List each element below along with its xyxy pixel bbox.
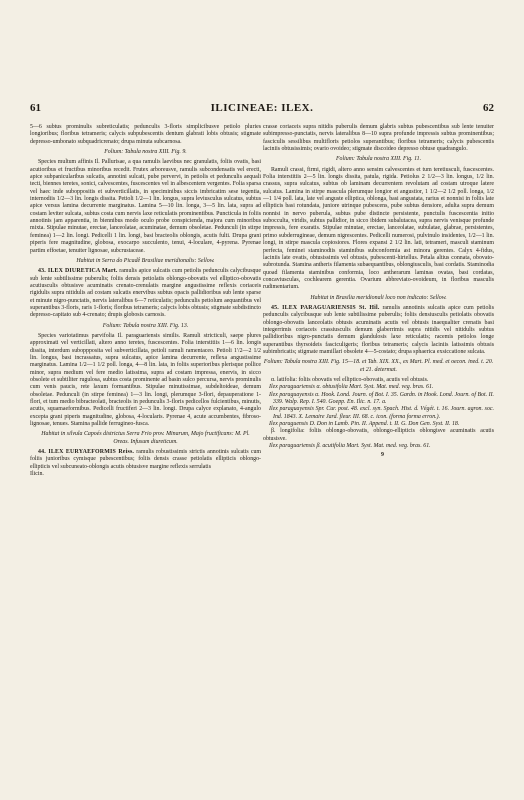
species-heading: 44. ILEX EURYAEFORMIS Reiss.	[38, 449, 135, 456]
species-heading: 45. ILEX PARAGUARIENSIS St. Hil.	[271, 304, 380, 311]
signature-mark: Ilicin.	[30, 471, 44, 478]
right-column	[263, 124, 494, 460]
synonym-reference: Ilex paraguariensis β. acutifolia Mart. Syst. Mat. med. veg. bras. 61.	[269, 443, 431, 450]
running-title: ILICINEAE: ILEX.	[210, 102, 314, 114]
paragraph: Species variotatimus parvifolia Il. paraguariensis similis. Ramuli stricticuli, saepe plures approximati vel verticillati, altero anno teretes, fuscescentes. Folia interstitiis 1—6 lin. longis dissita, interdum suboppposita vel subverticillata, petioli ramuli ramentaceo. Petioli 1'/2—2 1/2 lin. longus, basi incrassatus, supra sulcatus, apice lamina decurrente, reflexa angustissime marginatus. Lamina 1/2—1 1/2 poll. longa, 4—8 lin. lata, in foliis superioribus plerisque pollice minor, supra medium vel fere medio latissima, supra ad costam impressa, enervis, in sicco obsolete et subtiliter rugulosa, subtus costa prominente ad basin sulco percursa, nervis prominulis cum venis paucis, rete laxum formantibus. Stipulae minutissimae, subdeltoideae, demum obsoletae. Pedunculi (in stirpe feminea) 1—3 lin. longi, plerumque 3-flori, depauperatione 1-flori, et tum medio bibracteolati, bracteolis in pedunculis 3-floris pedicellos fulcientibus, minutis, acutis, squamaeformibus. Pedicelli fructiferi 2—3 lin. longi. Drupa calyce explanato, 4-angulo excepta grani piperis magnitudine, globosa, 4-locularis. Pyrenae 4, acute accumbentes, fibroso-lignosae, tenues. Stamina pallide ferrugineo-fusca.	[30, 332, 261, 428]
variety-alpha: α. latifolia: foliis obovatis vel elliptico-obovatis, acutis vel obtusis.	[271, 377, 429, 383]
paragraph: Species multum affinis Il. Pallurisae, a qua ramulis laevibus nec granulatis, foliis ovatis, basi acutioribus et fructibus minoribus recedit. Frutex arboreusve, ramulis subcondensatis vel erecti, apice subpanicularibus sulcatis, annotini sulcati, pube pervervi, in petiolis et pedunculis aequali tecti, biennes teretes, sonici, calvescentes, fuscescentes vel in albescentem vergentes. Folia sparsa vel haec inde suboppositis et subverticillatis, in speciminibus siccis imbricatim sese tegentia, internodiis 1/2—3 lin. longis dissita. Petioli 1/2—1 lin. longus, supra leviusculus sulcatus, subtus apice versus lamina decurrente marginatus. Lamina 5—10 lin. longa, 3—5 lin. lata, supra ad costam leviter sulcata, subtus costa cum nervis laxe reticulatis prominentibus. Puncticula in foliis annotinis jam apparentia, in biennibus modo oculo probe conspicienda, majora cum minoribus mixta. Stipulae minutae, erectae, lanceolatae, acuminatae, demum obsoletae. Pedunculi (in stirpe feminea) 1—2 lin. longi. Pedicelli 1 lin. longi, basi bracteolis oblongis, acutis fulti. Drupa grani piperis fere magnitudine, globosa, exocarpo succulento, tenui, 4-loculare, 4-pyrena. Pyrenae partim effoetae, tenuiter lignosae, subcrustaceae.	[30, 159, 261, 254]
synonym-reference: Ilex paraguensis D. Don in Lamb. Pin. II. Append. t. II. G. Don Gen. Syst. II. 18.	[269, 421, 460, 428]
paragraph: Ramuli crassi, firmi, rigidi, altero anno sensim calvescentes et tum teretiusculi, fuscescentes. Folia interstitiis 2—5 lin. longis dissita, patula, rigida. Petiolus 2 1/2—3 lin. longus, 1/2 lin. crassus, supra sulcatus, subtus ob laminam decurrentem revolutam ad costam utroque latere sulcatus. Lamina in stirpe mascula plerumque longior et angustior, 1 1/2—2 1/2 poll. longa, 1/2—1 1/4 poll. lata, late vel anguste elliptica, oblonga, basi angustata, rarius et nonnisi in foliis late ellipticis basi rotundata, juniore utrinque pubescens, pube subtus densiore, adulta supra demum nonnisi in nervo puberula, subtus pube distincte persistente, punctulis fuscescentia initio subocculta, viridis, subtus pallidior, in sicco ibidem subalutacea, supra nervis venisque profunde impressis, fere exaratis. Stipulae minutae, erectae, lanceolatae, subulatae, glabrae, persistentes, primo subderrugineae, demum nigrescentes. Pedicelli numerosi, pulvinulo insidentes, 1/2—1 lin. longi, in stirpe mascula copiosiores. Flores expansi 2 1/2 lin. lati, tetrameri, masculi staminum perfecta, feminei staminodiis staminibus subconformia ast minora gerentes. Calyx 4-fidus, laciniis late ovatis, obtusissimis vel obtusis, pubescenti-hirtellus. Petala altius connata, obovato-subrotunda. Stamina antheris filamenta subaequantibus, oblongiusculis, basi cordatis. Staminodia quoad filamenta staminibus conformia, loco antherarum laminas ovatas, basi cordatas, concaviusculas, cochlearem gerentia. Ovarium abbreviato-ovoideum, in floribus masculis rudimentarium.	[263, 166, 494, 291]
page-number-right: 62	[483, 102, 494, 114]
species-diagnosis: ramulis annotinis sulcatis apice cum petiolis pedunculis calycibusque sub lente subtilissime puberulis; foliis densiusculis petiolatis obovatis oblongo-obovatis lanceolatis obtusis acuminatis acutis vel obtusis inaequaliter crenatis basi integerrimis coriaceis crassiusculis demum glaberrimis supra nitidis vel nitidulis subtus pallidioribus nigro-punctatis demum glandulosis laxe reticulatis; racemis petiolos longe superantibus thyrsoideis fasciculigeris; floribus tetrameris; calycis laciniis latissimis obtusis subimbricatis; stigmate mamillari obsolete 4—5-costato; drupa sphaerica exsiccatione sulcata.	[263, 304, 494, 355]
paragraph: 5—6 subtus prominulis subreticulatis; pedunculis 3-floris simplicibusve petiolo pluries longioribus; floribus tetrameris; calycis subpubescentis dentum glabrati lobis obtusis; stigmate depresso-umbonato subquadricrenato; drupa minuta subcarnosa.	[30, 124, 261, 145]
species-entry-43	[30, 268, 261, 319]
figure-note: Folium: Tabula nostra XIII. Fig. 11.	[335, 156, 422, 163]
synonym-reference: Ilex paraguayensis α. Hook. Lond. Journ. of Bot. I. 35. Gardn. in Hook. Lond. Journ. of Bot. II. 339. Walp. Rep. I. 540. Goepp. En. Ilic. n. 17. a.	[269, 391, 494, 406]
species-entry-45	[263, 305, 494, 356]
species-diagnosis: ramulis apice sulcatis cum petiolis pedunculis calycibusque sub lente subtilissime puberulis; foliis densis petiolatis oblongo-obovatis vel elliptico-obovatis acutiusculis obtusisve acuminatis crenato-crenulatis margine angustissime reflexis coriaceis rigidulis supra nitidulis ad costam sulcatis enervibus subtus opacis pallidioribus sub lente sparse et minute nigro-punctatis, nervis lateralibus 6—7 reticulatis; pedunculis petiolum aequantibus vel superantibus 3-floris, raris 1-floris; floribus tetrameris; calycis lobis obtusis; stigmate subdistincto depresso-capitato sub 4-crenato; drupis globosis carnosis.	[30, 268, 261, 319]
paragraph: crasse coriaceis supra nitidis puberulis demum glabris subtus pubescentibus sub lente tenuiter subimpresso-punctatis, nervis lateralibus 8—10 supra profunde impressis subtus prominentibus; fasciculis sessilibus multifloris petiolos superantibus; floribus tetrameris; calycis pubescentis laciniis obtusissimis; ovario ovoideo; stigmate discoideo depresso obtuse quadrangulo.	[263, 124, 494, 153]
variety-beta: β. longifolia: foliis oblongo-obovatis, oblongo-ellipticis oblongisve acuminatis acutis obtusisve.	[263, 428, 494, 442]
habitat-note: Habitat in Serra do Picadê Brasiliae meridionalis: Sellow.	[76, 257, 215, 264]
species-heading: 43. ILEX DIURETICA Mart.	[38, 268, 118, 275]
species-entry-44	[30, 449, 261, 471]
synonym-reference: Ilex paraguariensis α. obtusifolia Mart. Syst. Mat. med. veg. bras. 61.	[269, 384, 434, 391]
figure-note: Folium: Tabula nostra XIII. Fig. 13.	[102, 322, 189, 329]
synonym-reference: Ilex paraguayensis Spr. Cur. post. 48. excl. syn. Spach. Hist. d. Végét. t. 16. Journ. agron. soc. Ind. 1843. X. Lemaire Jard. fleur. III. 68. c. icon. (forma forma erron.).	[269, 406, 494, 420]
figure-note: Folium: Tabula nostra XIII. Fig. 9.	[104, 149, 187, 156]
figure-note: Folium: Tabula nostra XIII. Fig. 15—18. et Tab. XIX. XX., ex Mart. Pl. med. et oecon. ined. t. 20. et 21. determat.	[263, 359, 494, 373]
habitat-note: Habitat in silvula Capoés districtus Serra Frio prov. Minarum, Majo fructificans: M. Pl. Oreas. Infusum diureticum.	[41, 431, 250, 445]
habitat-note: Habitat in Brasilia meridionali loco non indicato: Sellow.	[310, 294, 447, 301]
signature-mark: 9	[381, 452, 384, 459]
species-diagnosis: ramulis robustissimis strictis annotinis sulcatis cum foliis junioribus cymisque pubescentibus; foliis densis crasse petiolatis ellipticis oblongo-ellipticis vel subcuneato-oblongis acutis obtusisve margine reflexis serrulatis	[30, 449, 261, 470]
left-column	[30, 124, 261, 478]
page-number-left: 61	[30, 102, 41, 114]
page-header	[30, 102, 494, 118]
